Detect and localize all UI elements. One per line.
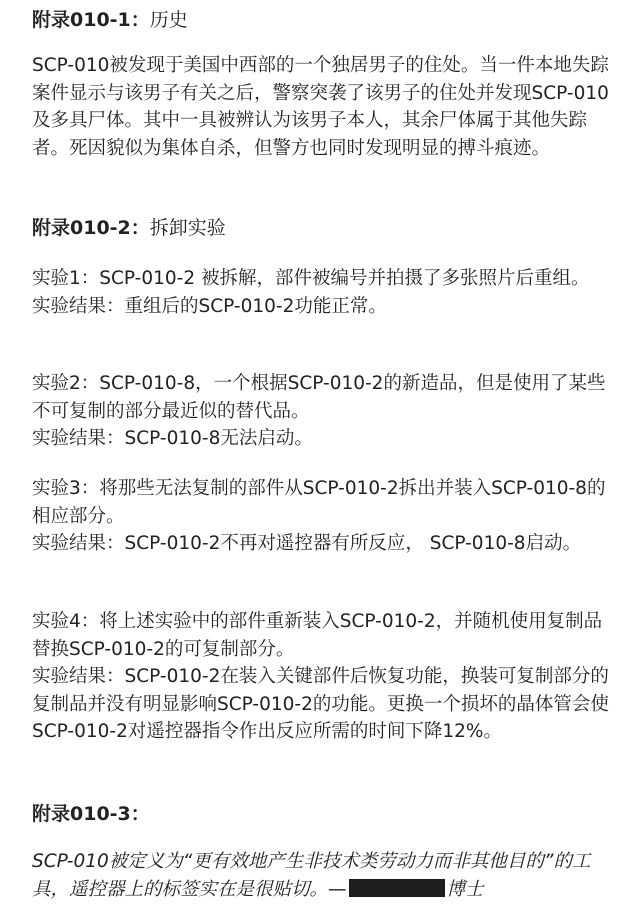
experiment-procedure: 实验1：SCP-010-2 被拆解，部件被编号并拍摄了多张照片后重组。	[32, 268, 590, 289]
appendix-010-2-heading-title: 拆卸实验	[149, 217, 226, 239]
experiment-result: 实验结果：重组后的SCP-010-2功能正常。	[32, 295, 387, 317]
quote-text: SCP-010被定义为“更有效地产生非技术类劳动力而非其他目的”的工具，遥控器上的标签实在是很贴切。	[32, 851, 591, 900]
experiment-4	[32, 608, 612, 746]
experiment-procedure: 实验2：SCP-010-8，一个根据SCP-010-2的新造品，但是使用了某些不可复制的部分最近似的替代品。	[32, 373, 606, 422]
signature-dash: —	[328, 878, 347, 900]
appendix-010-3-heading-label: 附录010-3：	[32, 803, 150, 825]
appendix-010-1-body: SCP-010被发现于美国中西部的一个独居男子的住处。当一件本地失踪案件显示与该男子有关之后，警察突袭了该男子的住处并发现SCP-010及多具尸体。其中一具被辨认为该男子本人，其余尸体属于其他失踪者。死因貌似为集体自杀，但警方也同时发现明显的搏斗痕迹。	[32, 55, 609, 159]
appendix-010-3-quote	[32, 848, 612, 903]
appendix-010-1-heading-label: 附录010-1：	[32, 9, 150, 31]
experiment-result: 实验结果：SCP-010-2不再对遥控器有所反应， SCP-010-8启动。	[32, 533, 582, 554]
experiment-2	[32, 370, 612, 453]
experiment-procedure: 实验4：将上述实验中的部件重新装入SCP-010-2，并随机使用复制品替换SCP-010-2的可复制部分。	[32, 611, 603, 660]
signature-title: 博士	[446, 878, 484, 900]
experiment-result: 实验结果：SCP-010-8无法启动。	[32, 428, 313, 449]
experiment-result: 实验结果：SCP-010-2在装入关键部件后恢复功能，换装可复制部分的复制品并没有明显影响SCP-010-2的功能。更换一个损坏的晶体管会使SCP-010-2对遥控器指令作出反应所需的时间下降12%。	[32, 666, 609, 742]
appendix-010-3-heading	[32, 800, 150, 828]
experiment-1	[32, 265, 590, 320]
appendix-010-2-heading	[32, 214, 226, 242]
redaction-bar	[349, 879, 445, 897]
appendix-010-2-heading-label: 附录010-2：	[32, 217, 150, 239]
appendix-010-1-heading	[32, 6, 188, 34]
experiment-3	[32, 475, 612, 558]
experiment-procedure: 实验3：将那些无法复制的部件从SCP-010-2拆出并装入SCP-010-8的相应部分。	[32, 478, 606, 527]
appendix-010-1-heading-title: 历史	[149, 9, 188, 31]
